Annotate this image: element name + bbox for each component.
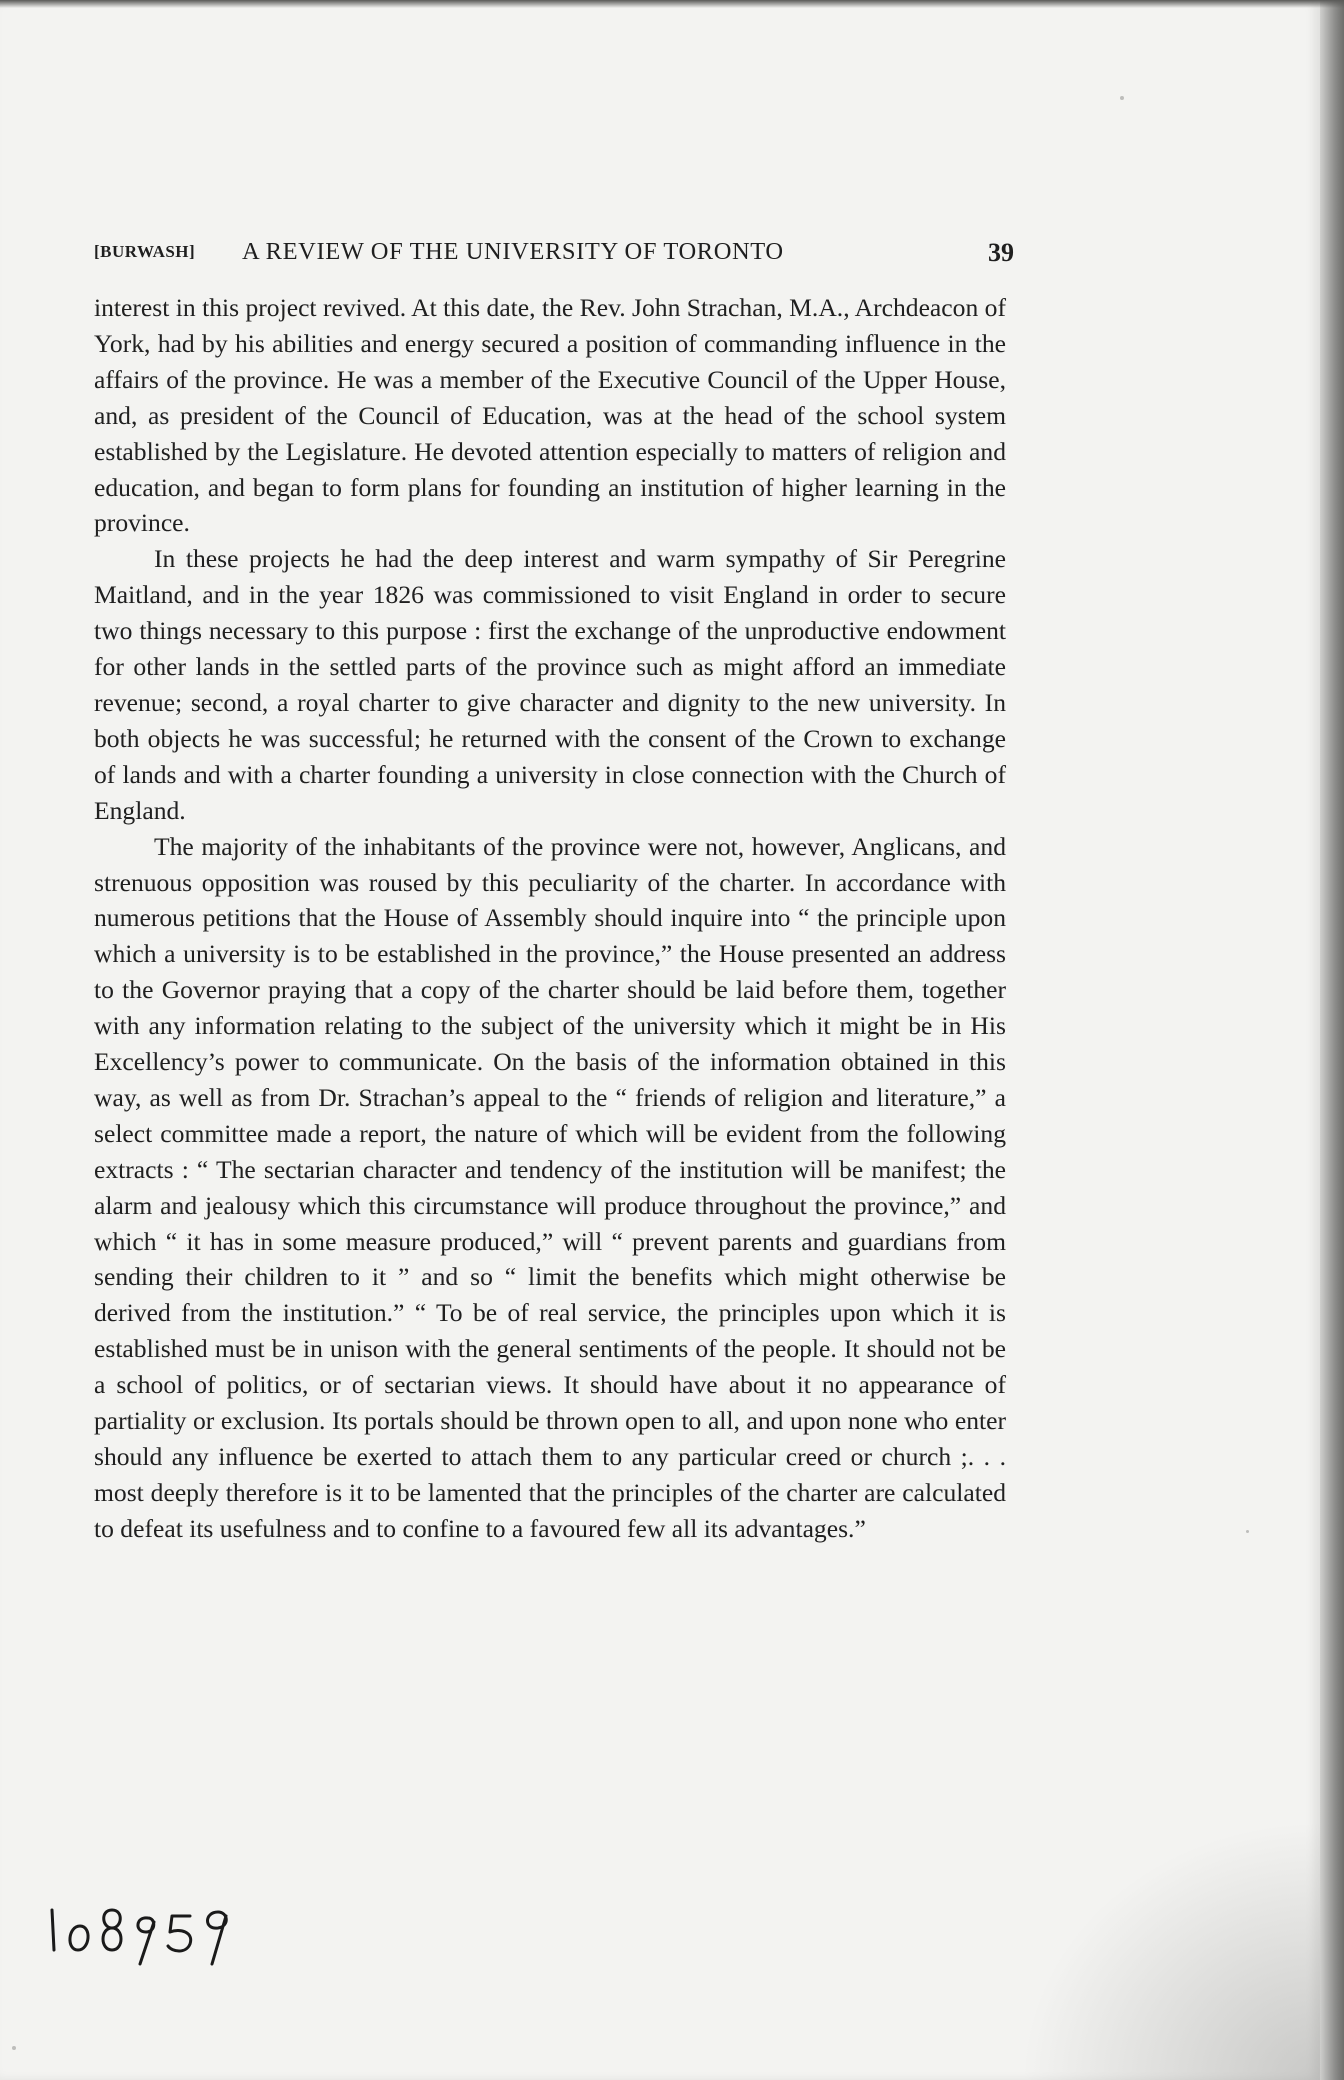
corner-smudge	[1020, 1820, 1320, 2080]
scan-speck	[1246, 1530, 1249, 1533]
paragraph-3: The majority of the inhabitants of the province were not, however, Anglicans, and strenuous opposition was roused by this peculiarity of the charter. In accordance with numerous petitions that the House of Assembly should inquire into “ the principle upon which a university is to be established in the province,” the House presented an address to the Governor praying that a copy of the charter should be laid before them, together with any information relating to the subject of the university which it might be in His Excellency’s power to communicate. On the basis of the information obtained in this way, as well as from Dr. Strachan’s appeal to the “ friends of religion and literature,” a select committee made a report, the nature of which will be evident from the following extracts : “ The sectarian character and tendency of the institution will be manifest; the alarm and jealousy which this circumstance will produce throughout the province,” and which “ it has in some measure produced,” will “ prevent parents and guardians from sending their children to it ” and so “ limit the benefits which might otherwise be derived from the institution.” “ To be of real service, the principles upon which it is established must be in unison with the general sentiments of the people. It should not be a school of politics, or of sectarian views. It should have about it no appearance of partiality or exclusion. Its portals should be thrown open to all, and upon none who enter should any influence be exerted to attach them to any particular creed or church ;. . . most deeply therefore is it to be lamented that the principles of the charter are calculated to defeat its usefulness and to confine to a favoured few all its advantages.”	[94, 831, 1006, 1543]
handwritten-catalog-number	[40, 1888, 240, 1968]
page-edge-shadow	[1320, 0, 1344, 2080]
running-head	[94, 238, 1014, 274]
scan-speck	[12, 2046, 16, 2050]
running-head-author: [BURWASH]	[94, 242, 196, 261]
paragraph-2: In these projects he had the deep interest and warm sympathy of Sir Peregrine Maitland, and in the year 1826 was commissioned to visit England in order to secure two things necessary to this purpose : first the exchange of the unproductive endowment for other lands in the settled parts of the province such as might afford an immediate revenue; second, a royal charter to give character and dignity to the new university. In both objects he was successful; he returned with the consent of the Crown to exchange of lands and with a charter founding a university in close connection with the Church of England.	[94, 544, 1006, 825]
top-edge-shadow	[0, 0, 1344, 8]
body-text	[94, 290, 1006, 1547]
paragraph-1: interest in this project revived. At this date, the Rev. John Strachan, M.A., Archdeacon of York, had by his abilities and energy secured a position of commanding influence in the affairs of the province. He was a member of the Executive Council of the Upper House, and, as president of the Council of Education, was at the head of the school system established by the Legislature. He devoted attention especially to matters of religion and education, and began to form plans for founding an institution of higher learning in the province.	[94, 293, 1006, 538]
scan-speck	[1120, 96, 1124, 100]
running-head-title: A REVIEW OF THE UNIVERSITY OF TORONTO	[242, 238, 784, 265]
page-number: 39	[988, 238, 1014, 267]
